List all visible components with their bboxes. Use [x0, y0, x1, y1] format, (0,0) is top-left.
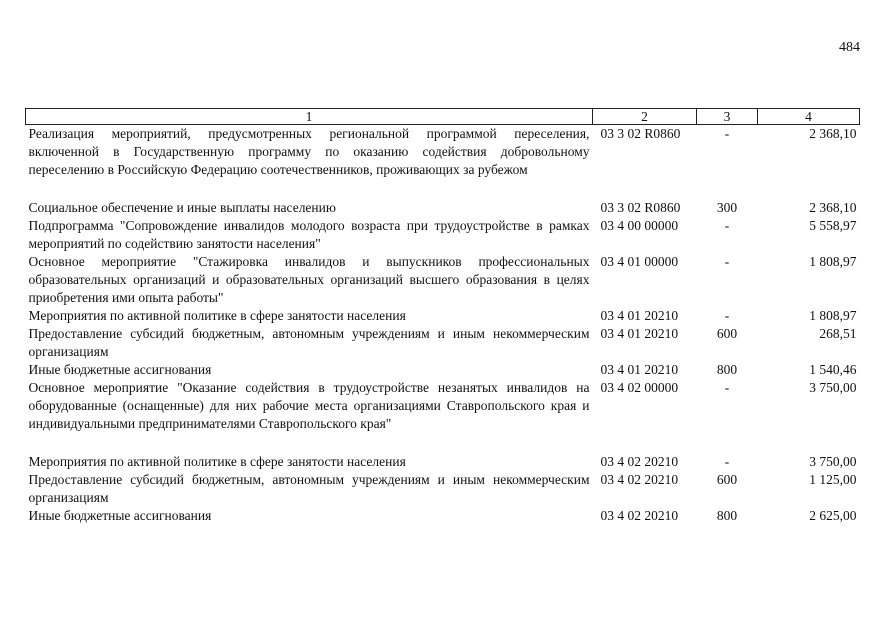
row-amount: 2 625,00: [809, 508, 857, 523]
table-row: [26, 253, 860, 307]
header-col-2: 2: [593, 109, 697, 125]
table-row: [26, 453, 860, 471]
row-name: Социальное обеспечение и иные выплаты населению: [28, 200, 336, 215]
row-name: Основное мероприятие "Оказание содействия в трудоустройстве незанятых инвалидов на оборудованные (оснащенные) для них рабочие места организациями Ставропольского края и индивидуальными предпринимателями Ставропольского края": [28, 380, 590, 431]
row-type: -: [724, 380, 730, 395]
row-name: Мероприятия по активной политике в сфере занятости населения: [28, 454, 406, 469]
header-col-3: 3: [697, 109, 758, 125]
row-type: 600: [716, 326, 738, 341]
row-code: 03 4 02 20210: [600, 454, 679, 469]
row-name: Иные бюджетные ассигнования: [28, 362, 212, 377]
row-amount: 2 368,10: [809, 200, 857, 215]
header-row: [26, 109, 860, 125]
table-row: [26, 361, 860, 379]
row-type: 300: [716, 200, 738, 215]
header-col-1: 1: [26, 109, 593, 125]
row-name: Предоставление субсидий бюджетным, автономным учреждениям и иным некоммерческим организациям: [28, 326, 590, 359]
row-amount: 2 368,10: [809, 126, 857, 141]
table-row: [26, 325, 860, 361]
row-code: 03 3 02 R0860: [600, 200, 681, 215]
row-code: 03 4 01 00000: [600, 254, 679, 269]
table-row: [26, 217, 860, 253]
table-row: [26, 125, 860, 200]
row-amount: 268,51: [819, 326, 857, 341]
row-type: -: [724, 126, 730, 141]
page-number: 484: [839, 40, 860, 55]
row-type: 800: [716, 508, 738, 523]
row-code: 03 4 02 00000: [600, 380, 679, 395]
row-amount: 1 808,97: [809, 254, 857, 269]
row-name: Подпрограмма "Сопровождение инвалидов молодого возраста при трудоустройстве в рамках мероприятий по содействию занятости населения": [28, 218, 590, 251]
row-code: 03 4 01 20210: [600, 362, 679, 377]
row-name: Основное мероприятие "Стажировка инвалидов и выпускников профессиональных образовательных организаций и образовательных организаций высшего образования в целях приобретения ими опыта работы": [28, 254, 590, 305]
row-type: -: [724, 454, 730, 469]
table-row: [26, 507, 860, 525]
row-name: Реализация мероприятий, предусмотренных региональной программой переселения, включенной в Государственную программу по оказанию содействия добровольному переселению в Российскую Федерацию соотечественников, проживающих за рубежом: [28, 126, 590, 177]
row-name: Предоставление субсидий бюджетным, автономным учреждениям и иным некоммерческим организациям: [28, 472, 590, 505]
row-code: 03 4 02 20210: [600, 508, 679, 523]
row-type: 800: [716, 362, 738, 377]
row-type: -: [724, 254, 730, 269]
row-code: 03 4 00 00000: [600, 218, 679, 233]
row-amount: 1 808,97: [809, 308, 857, 323]
row-code: 03 4 02 20210: [600, 472, 679, 487]
row-amount: 1 540,46: [809, 362, 857, 377]
row-type: -: [724, 308, 730, 323]
row-amount: 5 558,97: [809, 218, 857, 233]
table-row: [26, 199, 860, 217]
row-amount: 3 750,00: [809, 454, 857, 469]
row-amount: 3 750,00: [809, 380, 857, 395]
row-name: Иные бюджетные ассигнования: [28, 508, 212, 523]
table-row: [26, 471, 860, 507]
row-code: 03 3 02 R0860: [600, 126, 681, 141]
row-code: 03 4 01 20210: [600, 326, 679, 341]
budget-table: [25, 108, 860, 525]
row-type: 600: [716, 472, 738, 487]
header-col-4: 4: [758, 109, 860, 125]
row-name: Мероприятия по активной политике в сфере занятости населения: [28, 308, 406, 323]
table-row: [26, 379, 860, 453]
row-amount: 1 125,00: [809, 472, 857, 487]
table-row: [26, 307, 860, 325]
row-type: -: [724, 218, 730, 233]
row-code: 03 4 01 20210: [600, 308, 679, 323]
